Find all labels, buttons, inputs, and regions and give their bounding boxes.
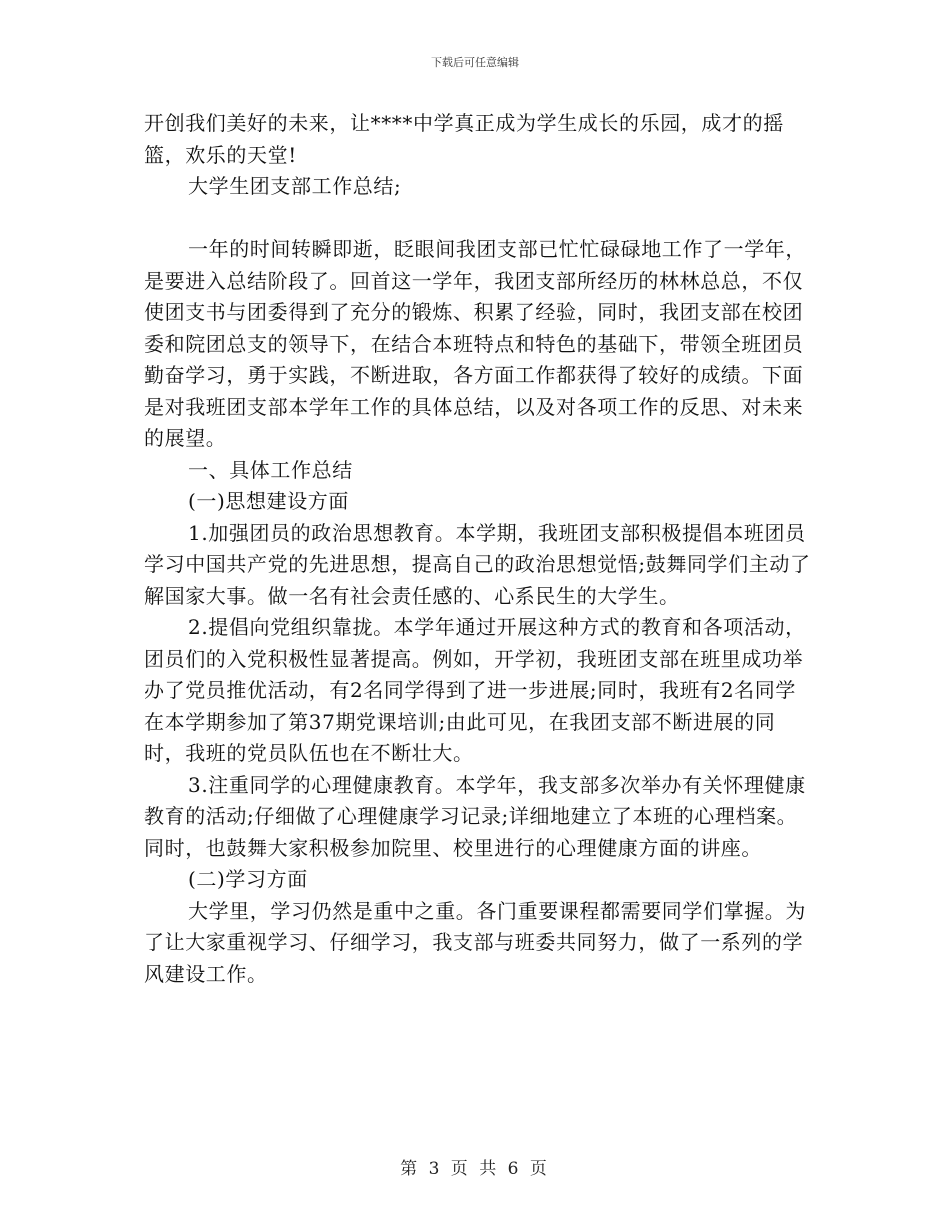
- page-number: 第 3 页 共 6 页: [400, 1159, 550, 1179]
- heading-work-summary: 一、具体工作总结: [188, 457, 353, 482]
- paragraph-item-1: 1.加强团员的政治思想教育。本学期，我班团支部积极提倡本班团员学习中国共产党的先进思想，提高自己的政治思想觉悟;鼓舞同学们主动了解国家大事。做一名有社会责任感的、心系民生的大学生。: [144, 520, 811, 608]
- paragraph-item-3: 3.注重同学的心理健康教育。本学年，我支部多次举办有关怀理健康教育的活动;仔细做了心理健康学习记录;详细地建立了本班的心理档案。同时，也鼓舞大家积极参加院里、校里进行的心理健康方面的讲座。: [144, 772, 806, 860]
- paragraph-study: 大学里，学习仍然是重中之重。各门重要课程都需要同学们掌握。为了让大家重视学习、仔细学习，我支部与班委共同努力，做了一系列的学风建设工作。: [144, 898, 806, 986]
- page-header: 下载后可任意编辑: [431, 56, 519, 69]
- subheading-ideology: (一)思想建设方面: [188, 489, 350, 513]
- paragraph-item-2: 2.提倡向党组织靠拢。本学年通过开展这种方式的教育和各项活动，团员们的入党积极性显著提高。例如，开学初，我班团支部在班里成功举办了党员推优活动，有2名同学得到了进一步进展;同时，我班有2名同学在本学期参加了第37期党课培训;由此可见，在我团支部不断进展的同时，我班的党员队伍也在不断壮大。: [144, 615, 806, 765]
- blank-line: [144, 203, 814, 235]
- document-body: [144, 108, 814, 990]
- paragraph-closing-line: 开创我们美好的未来，让****中学真正成为学生成长的乐园，成才的摇篮，欢乐的天堂!: [144, 111, 784, 167]
- subheading-study: (二)学习方面: [188, 867, 308, 891]
- paragraph-intro: 一年的时间转瞬即逝，眨眼间我团支部已忙忙碌碌地工作了一学年，是要进入总结阶段了。回首这一学年，我团支部所经历的林林总总，不仅使团支书与团委得到了充分的锻炼、积累了经验，同时，我团支部在校团委和院团总支的领导下，在结合本班特点和特色的基础下，带领全班团员勤奋学习，勇于实践，不断进取，各方面工作都获得了较好的成绩。下面是对我班团支部本学年工作的具体总结，以及对各项工作的反思、对未来的展望。: [144, 237, 806, 450]
- section-title: 大学生团支部工作总结;: [188, 174, 402, 198]
